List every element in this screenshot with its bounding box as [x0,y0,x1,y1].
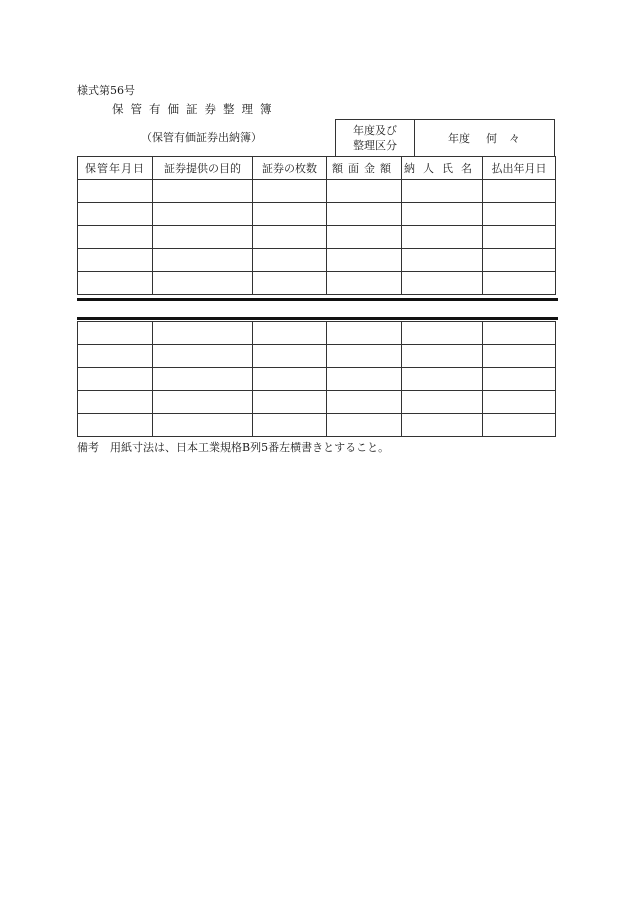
table-cell [78,203,153,226]
table-header-row [78,157,556,180]
table-cell [253,226,327,249]
table-row [78,203,556,226]
column-header-face-value: 額面金額 [327,157,402,180]
table-cell [153,272,253,295]
remarks-note: 備考 用紙寸法は、日本工業規格B列5番左横書きとすること。 [77,441,390,454]
table-cell [402,203,483,226]
table-row [78,391,556,414]
column-header-payer-name: 納人氏名 [402,157,483,180]
table-cell [402,414,483,437]
table-break-line-bottom [77,317,558,320]
table-cell [483,391,556,414]
table-cell [78,180,153,203]
table-cell [253,322,327,345]
table-row [78,249,556,272]
table-cell [483,414,556,437]
table-cell [253,272,327,295]
table-cell [153,226,253,249]
table-cell [327,203,402,226]
table-cell [327,345,402,368]
table-row [78,180,556,203]
column-header-certificate-count: 証券の枚数 [253,157,327,180]
classification-year-text: 年度 [448,132,470,145]
table-cell [402,368,483,391]
column-header-storage-date: 保管年月日 [78,157,153,180]
table-row [78,345,556,368]
fiscal-year-classification-box [335,119,555,156]
table-cell [402,322,483,345]
ledger-table-lower [77,321,556,437]
table-cell [327,180,402,203]
column-header-payout-date: 払出年月日 [483,157,556,180]
table-cell [153,345,253,368]
classification-value-cell [415,120,554,156]
table-cell [78,249,153,272]
table-cell [327,226,402,249]
table-row [78,272,556,295]
table-cell [153,414,253,437]
table-cell [483,345,556,368]
table-cell [78,391,153,414]
table-cell [402,345,483,368]
table-cell [153,368,253,391]
table-row [78,226,556,249]
form-subtitle: （保管有価証券出納簿） [141,131,262,144]
table-cell [153,391,253,414]
table-cell [402,226,483,249]
table-cell [153,203,253,226]
table-cell [327,368,402,391]
classification-label-line2: 整理区分 [353,139,397,152]
table-cell [402,272,483,295]
table-cell [402,180,483,203]
table-cell [483,272,556,295]
table-cell [483,203,556,226]
table-cell [253,391,327,414]
table-cell [402,249,483,272]
table-cell [327,249,402,272]
table-cell [153,180,253,203]
table-cell [153,322,253,345]
table-cell [153,249,253,272]
table-cell [253,414,327,437]
table-cell [327,272,402,295]
table-cell [402,391,483,414]
ledger-table-upper [77,156,556,295]
table-cell [253,203,327,226]
lower-table-body [78,322,556,437]
table-cell [78,414,153,437]
table-cell [253,368,327,391]
classification-label-cell [336,120,415,156]
table-cell [78,368,153,391]
column-header-purpose: 証券提供の目的 [153,157,253,180]
table-cell [78,272,153,295]
table-cell [483,226,556,249]
table-row [78,368,556,391]
table-cell [483,249,556,272]
table-cell [78,226,153,249]
table-break-line-top [77,298,558,301]
table-cell [483,322,556,345]
table-cell [253,345,327,368]
table-row [78,414,556,437]
form-title: 保管有価証券整理簿 [112,102,279,116]
table-cell [327,414,402,437]
table-row [78,322,556,345]
table-cell [78,322,153,345]
table-cell [253,180,327,203]
table-cell [327,322,402,345]
table-cell [253,249,327,272]
classification-label-line1: 年度及び [353,124,397,137]
table-cell [483,180,556,203]
table-cell [483,368,556,391]
classification-category-text: 何々 [486,132,532,145]
form-number: 様式第56号 [77,84,135,97]
table-cell [78,345,153,368]
upper-table-body [78,180,556,295]
table-cell [327,391,402,414]
